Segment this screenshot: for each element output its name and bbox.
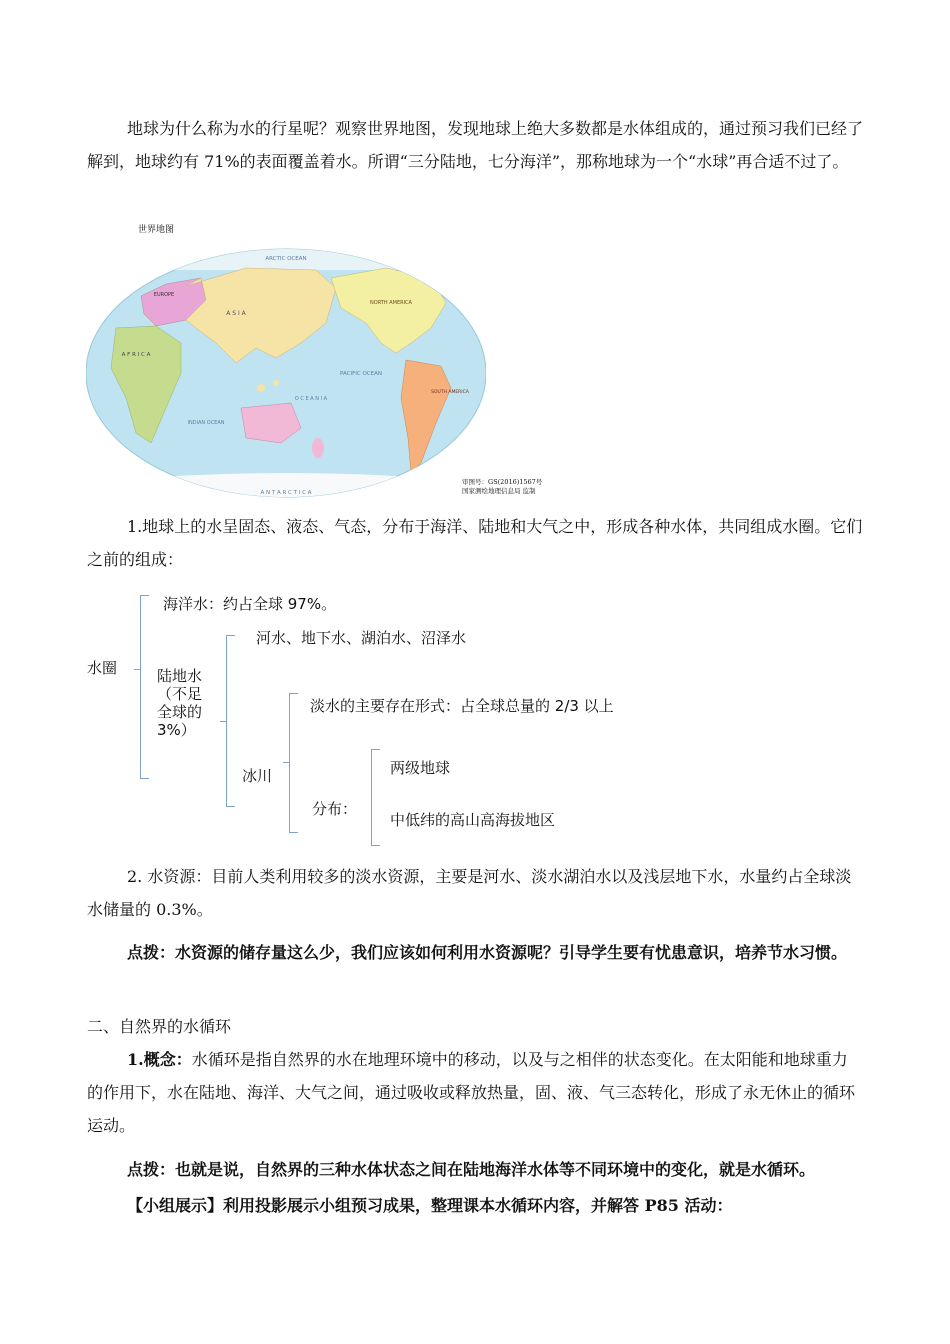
world-map	[86, 222, 556, 502]
distribution-label: 分布：	[312, 800, 358, 818]
land-water	[157, 667, 202, 739]
glacier-label: 冰川	[242, 767, 273, 785]
rivers-lakes: 河水、地下水、湖泊水、沼泽水	[256, 629, 467, 647]
map-label-oceania: O C E A N I A	[294, 396, 328, 402]
bracket-land	[226, 635, 235, 807]
bracket-distribution	[371, 749, 380, 846]
map-label-europe: EUROPE	[153, 292, 175, 298]
concept-label: 1.概念：	[127, 1050, 192, 1069]
land-water-line-1: 陆地水	[157, 667, 203, 685]
bracket-root	[140, 595, 149, 779]
map-label-pacific: PACIFIC OCEAN	[340, 371, 382, 377]
concept-text: 水循环是指自然界的水在地理环境中的移动，以及与之相伴的状态变化。在太阳能和地球重力的作用下，水在陆地、海洋、大气之间，通过吸收或释放热量，固、液、气三态转化，形成了永无休止的循环运动。	[87, 1050, 856, 1135]
map-label-arctic: ARCTIC OCEAN	[265, 256, 307, 262]
map-title: 世界地图	[138, 225, 175, 235]
tip-1: 点拨：水资源的储存量这么少，我们应该如何利用水资源呢？引导学生要有忧患意识，培养节水习惯。	[127, 943, 848, 962]
map-approval	[462, 478, 542, 496]
map-approval-org: 国家测绘地理信息局 监制	[462, 487, 536, 495]
group-display: 【小组展示】利用投影展示小组预习成果，整理课本水循环内容，并解答 P85 活动：	[127, 1196, 733, 1215]
intro-paragraph: 地球为什么称为水的行星呢？观察世界地图，发现地球上绝大多数都是水体组成的，通过预习我们已经了解到，地球约有 71%的表面覆盖着水。所谓“三分陆地，七分海洋”，那称地球为一个“水球”再合适不过了。	[87, 119, 864, 171]
map-label-indian: INDIAN OCEAN	[187, 420, 225, 426]
map-label-asia: A S I A	[226, 310, 246, 317]
land-water-line-3: 全球的	[157, 703, 203, 721]
freshwater-form: 淡水的主要存在形式：占全球总量的 2/3 以上	[310, 697, 614, 715]
map-approval-number: 审图号：GS(2016)1567号	[462, 478, 543, 486]
concept-paragraph	[87, 1043, 863, 1142]
diagram-root: 水圈	[87, 659, 118, 677]
land-water-line-2: （不足	[157, 685, 203, 703]
distribution-highland: 中低纬的高山高海拔地区	[390, 811, 556, 829]
distribution-polar: 两级地球	[390, 759, 451, 777]
tip-2: 点拨：也就是说，自然界的三种水体状态之间在陆地海洋水体等不同环境中的变化，就是水循环。	[127, 1160, 816, 1179]
map-label-antarctica: A N T A R C T I C A	[260, 490, 312, 496]
map-graphic	[86, 248, 486, 498]
land-water-line-4: 3%）	[157, 721, 196, 739]
item-2-paragraph: 2. 水资源：目前人类利用较多的淡水资源，主要是河水、淡水湖泊水以及浅层地下水，水量约占全球淡水储量的 0.3%。	[87, 867, 852, 919]
map-label-africa: A F R I C A	[121, 352, 151, 358]
map-label-south-america: SOUTH AMERICA	[431, 390, 469, 395]
map-label-north-america: NORTH AMERICA	[370, 300, 412, 306]
bracket-glacier	[289, 693, 298, 833]
section-2-heading: 二、自然界的水循环	[87, 1017, 232, 1036]
hydrosphere-diagram	[0, 585, 950, 835]
item-1-paragraph: 1.地球上的水呈固态、液态、气态，分布于海洋、陆地和大气之中，形成各种水体，共同组成水圈。它们之前的组成：	[87, 517, 863, 569]
ocean-water: 海洋水：约占全球 97%。	[163, 595, 337, 613]
